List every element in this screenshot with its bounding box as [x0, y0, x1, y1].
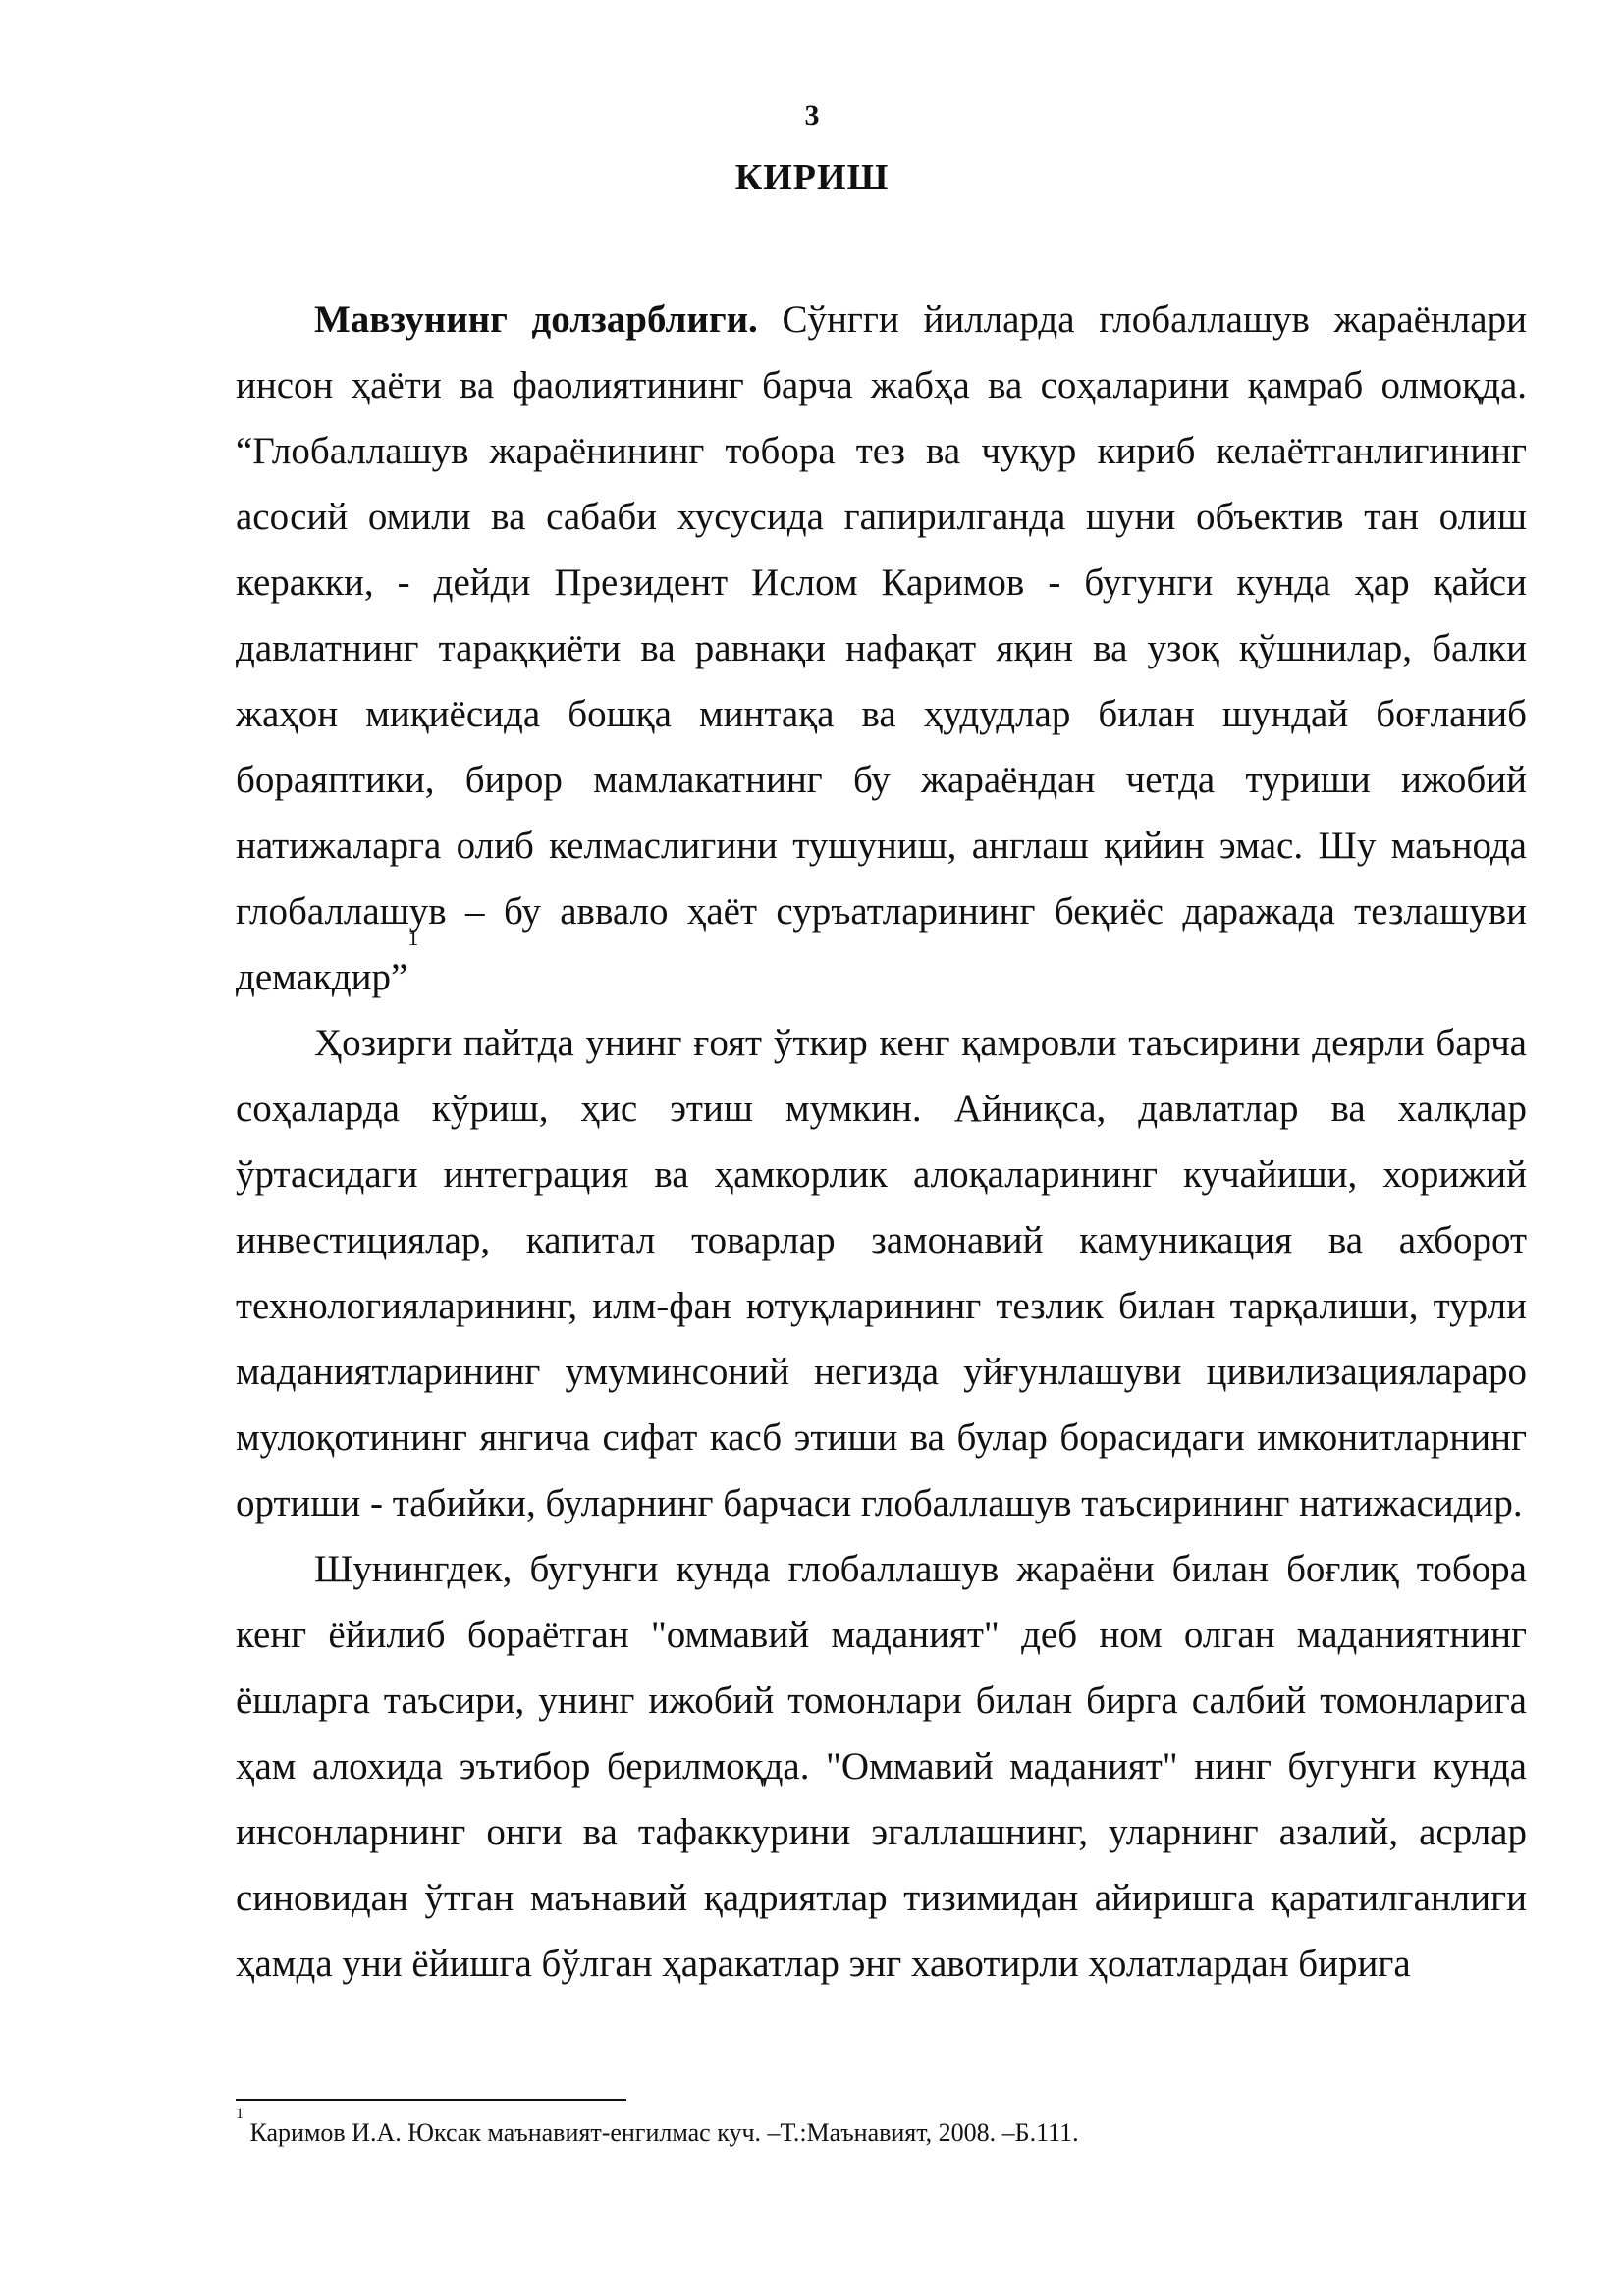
paragraph-lead: Мавзунинг долзарблиги. — [314, 298, 758, 341]
footnote-reference[interactable]: 1 — [407, 926, 419, 950]
paragraph-text: Ҳозирги пайтда унинг ғоят ўткир кенг қамровли таъсирини деярли барча соҳаларда кўриш, ҳис этиш мумкин. Айниқса, давлатлар ва халқлар ўртасидаги интеграция ва ҳамкорлик алоқаларининг кучайиши, хорижий инвестициялар, капитал товарлар замонавий камуникация ва ахборот технологияларининг, илм-фан ютуқларининг тезлик билан тарқалиши, турли маданиятларининг умуминсоний негизда уйғунлашуви цивилизациялараро мулоқотининг янгича сифат касб этиши ва булар борасидаги имконитларнинг ортиши - табийки, буларнинг барчаси глобаллашув таъсирининг натижасидир. — [236, 1022, 1527, 1524]
paragraph-text: Шунингдек, бугунги кунда глобаллашув жараёни билан боғлиқ тобора кенг ёйилиб бораётган "оммавий маданият" деб ном олган маданиятнинг ёшларга таъсири, унинг ижобий томонлари билан бирга салбий томонларига ҳам алохида эътибор берилмоқда. "Оммавий маданият" нинг бугунги кунда инсонларнинг онги ва тафаккурини эгаллашнинг, уларнинг азалий, асрлар синовидан ўтган маънавий қадриятлар тизимидан айиришга қаратилганлиги ҳамда уни ёйишга бўлган ҳаракатлар энг хавотирли ҳолатлардан бирига — [236, 1548, 1527, 1985]
page-number: 3 — [804, 99, 820, 132]
document-body — [236, 287, 1527, 1997]
footnote-marker: 1 — [236, 2106, 244, 2122]
paragraph-influence — [236, 1010, 1527, 1536]
paragraph-text: Сўнгги йилларда глобаллашув жараёнлари инсон ҳаёти ва фаолиятининг барча жабҳа ва соҳаларини қамраб олмоқда. “Глобаллашув жараёнининг тобора тез ва чуқур кириб келаётганлигининг асосий омили ва сабаби хусусида гапирилганда шуни объектив тан олиш керакки, - дейди Президент Ислом Каримов - бугунги кунда ҳар қайси давлатнинг тараққиёти ва равнақи нафақат яқин ва узоқ қўшнилар, балки жаҳон миқиёсида бошқа минтақа ва ҳудудлар билан шундай боғланиб бораяптики, бирор мамлакатнинг бу жараёндан четда туриши ижобий натижаларга олиб келмаслигини тушуниш, англаш қийин эмас. Шу маънода глобаллашув – бу аввало ҳаёт суръатларининг беқиёс даражада тезлашуви демакдир” — [236, 298, 1527, 998]
footnote-text: Каримов И.А. Юксак маънавият-енгилмас куч. –Т.:Маънавият, 2008. –Б.111. — [244, 2118, 1079, 2147]
footnote-separator — [236, 2099, 626, 2101]
paragraph-relevance — [236, 287, 1527, 1010]
paragraph-mass-culture — [236, 1536, 1527, 1997]
page-title: КИРИШ — [734, 157, 890, 198]
footnote — [236, 2106, 1527, 2150]
